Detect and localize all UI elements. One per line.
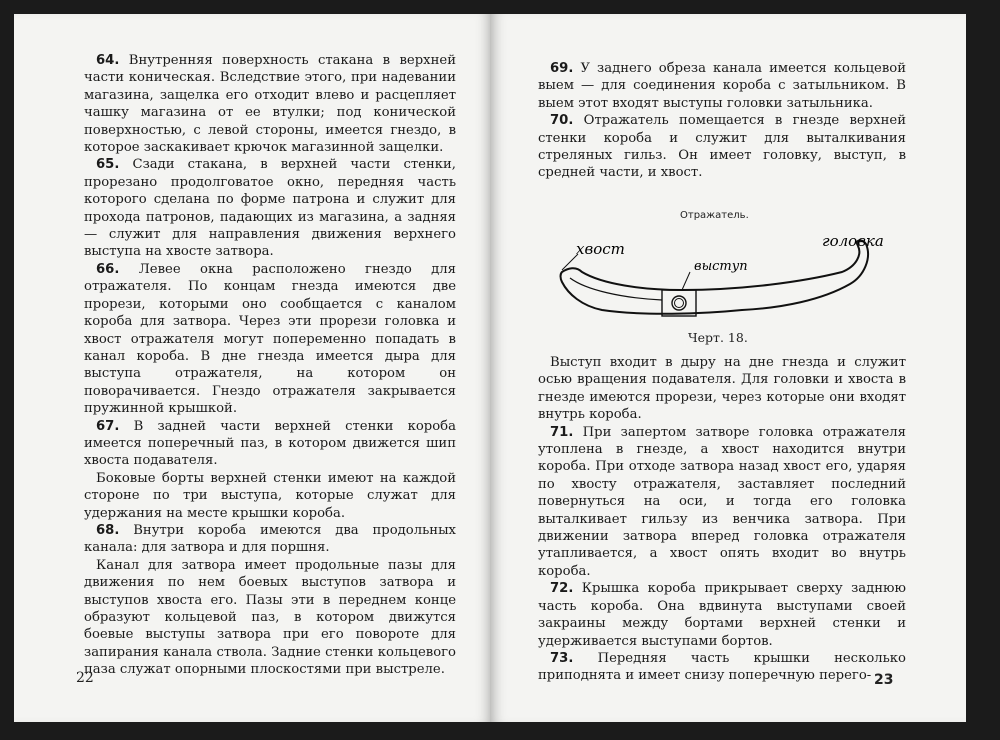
paragraph-number: 64. — [96, 53, 120, 68]
paragraph-69 — [538, 60, 906, 112]
right-page-text-top — [538, 60, 906, 182]
paragraph-70 — [538, 112, 906, 182]
paragraph-text: В задней части верхней стенки короба имеется поперечный паз, в котором движется шип хвоста подавателя. — [84, 418, 456, 469]
left-page-text — [84, 52, 456, 679]
page-number-left: 22 — [76, 670, 94, 686]
paragraph-text: Боковые борты верхней стенки имеют на каждой стороне по три выступа, которые служат для удержания на месте крышки короба. — [84, 470, 456, 521]
paragraph-number: 73. — [550, 650, 574, 666]
label-pin: выступ — [694, 259, 748, 274]
paragraph-68-cont — [84, 557, 456, 679]
pin-leader-line — [682, 272, 690, 290]
label-tail: хвост — [576, 240, 625, 258]
paragraph-number: 65. — [96, 157, 120, 173]
paragraph-number: 68. — [96, 522, 120, 538]
paragraph-text: Канал для затвора имеет продольные пазы для движения по нем боевых выступов затвора и выступов хвоста его. Пазы эти в переднем конце образуют кольцевой паз, в котором движутся боевые выступы затвора при его повороте для запирания канала ствола. Задние стенки кольцевого паза служат опорными плоскостями при выстреле. — [84, 557, 456, 678]
paragraph-text: Левее окна расположено гнездо для отражателя. По концам гнезда имеются две прорези, которыми оно сообщается с каналом короба для затвора. Через эти прорези головка и хвост отражателя могут попеременно попадать в канал короба. В дне гнезда имеется дыра для выступа отражателя, на котором он поворачивается. Гнездо отражателя закрывается пружинной крышкой. — [84, 261, 456, 417]
paragraph-71 — [538, 424, 906, 581]
paragraph-text: При запертом затворе головка отражателя утоплена в гнезде, а хвост находится внутри короба. При отходе затвора назад хвост его, ударяя по хвосту отражателя, заставляет последний повернуться на оси, и тогда его головка выталкивает гильзу из венчика затвора. При движении затвора вперед головка отражателя утапливается, а хвост опять входит во внутрь короба. — [538, 424, 906, 579]
paragraph-number: 69. — [550, 61, 574, 76]
right-page — [490, 14, 966, 722]
paragraph-text: Внутри короба имеются два продольных канала: для затвора и для поршня. — [84, 522, 456, 556]
paragraph-number: 71. — [550, 424, 574, 440]
paragraph-68 — [84, 522, 456, 557]
right-page-text-bottom — [538, 354, 906, 685]
paragraph-text: Крышка короба прикрывает сверху заднюю часть короба. Она вдвинута выступами своей закраины между бортами верхней стенки и удерживается выступами бортов. — [538, 581, 906, 649]
paragraph-65 — [84, 156, 456, 260]
figure-caption: Черт. 18. — [688, 330, 748, 345]
paragraph-73 — [538, 650, 906, 685]
paragraph-72 — [538, 580, 906, 650]
paragraph-66 — [84, 261, 456, 418]
paragraph-number: 66. — [96, 261, 120, 277]
label-head: головка — [822, 232, 884, 250]
paragraph-64 — [84, 52, 456, 156]
paragraph-text: Внутренняя поверхность стакана в верхней части коническая. Вследствие этого, при надевании магазина, защелка его отходит влево и расцепляет чашку магазина от ее втулки; под конической поверхностью, с левой стороны, имеется гнездо, в которое заскакивает крючок магазинной защелки. — [84, 53, 456, 156]
paragraph-number: 72. — [550, 581, 574, 597]
paragraph-number: 70. — [550, 113, 574, 129]
ejector-drawing — [542, 232, 902, 324]
paragraph-text: Отражатель помещается в гнезде верхней стенки короба и служит для выталкивания стреляных гильз. Он имеет головку, выступ, в средней части, и хвост. — [538, 113, 906, 181]
paragraph-text: Передняя часть крышки несколько приподнята и имеет снизу поперечную перего- — [538, 650, 906, 684]
paragraph-text: Выступ входит в дыру на дне гнезда и служит осью вращения подавателя. Для головки и хвоста в гнезде имеются прорези, через которые они входят внутрь короба. — [538, 355, 906, 423]
pin-block — [662, 290, 696, 316]
page-number-right: 23 — [874, 672, 894, 688]
left-page — [14, 14, 490, 722]
paragraph-text: Сзади стакана, в верхней части стенки, прорезано продолговатое окно, передняя часть которого сделана по форме патрона и служит для прохода патронов, падающих из магазина, а задняя — служит для направления движения верхнего выступа на хвосте затвора. — [84, 157, 456, 260]
paragraph-number: 67. — [96, 418, 120, 434]
figure-title: Отражатель. — [680, 210, 749, 221]
paragraph-67-cont — [84, 470, 456, 522]
paragraph-70-cont — [538, 354, 906, 424]
paragraph-67 — [84, 418, 456, 470]
pin-hole-inner — [675, 299, 684, 308]
paragraph-text: У заднего обреза канала имеется кольцевой выем — для соединения короба с затыльником. В выем этот входят выступы головки затыльника. — [538, 61, 906, 111]
